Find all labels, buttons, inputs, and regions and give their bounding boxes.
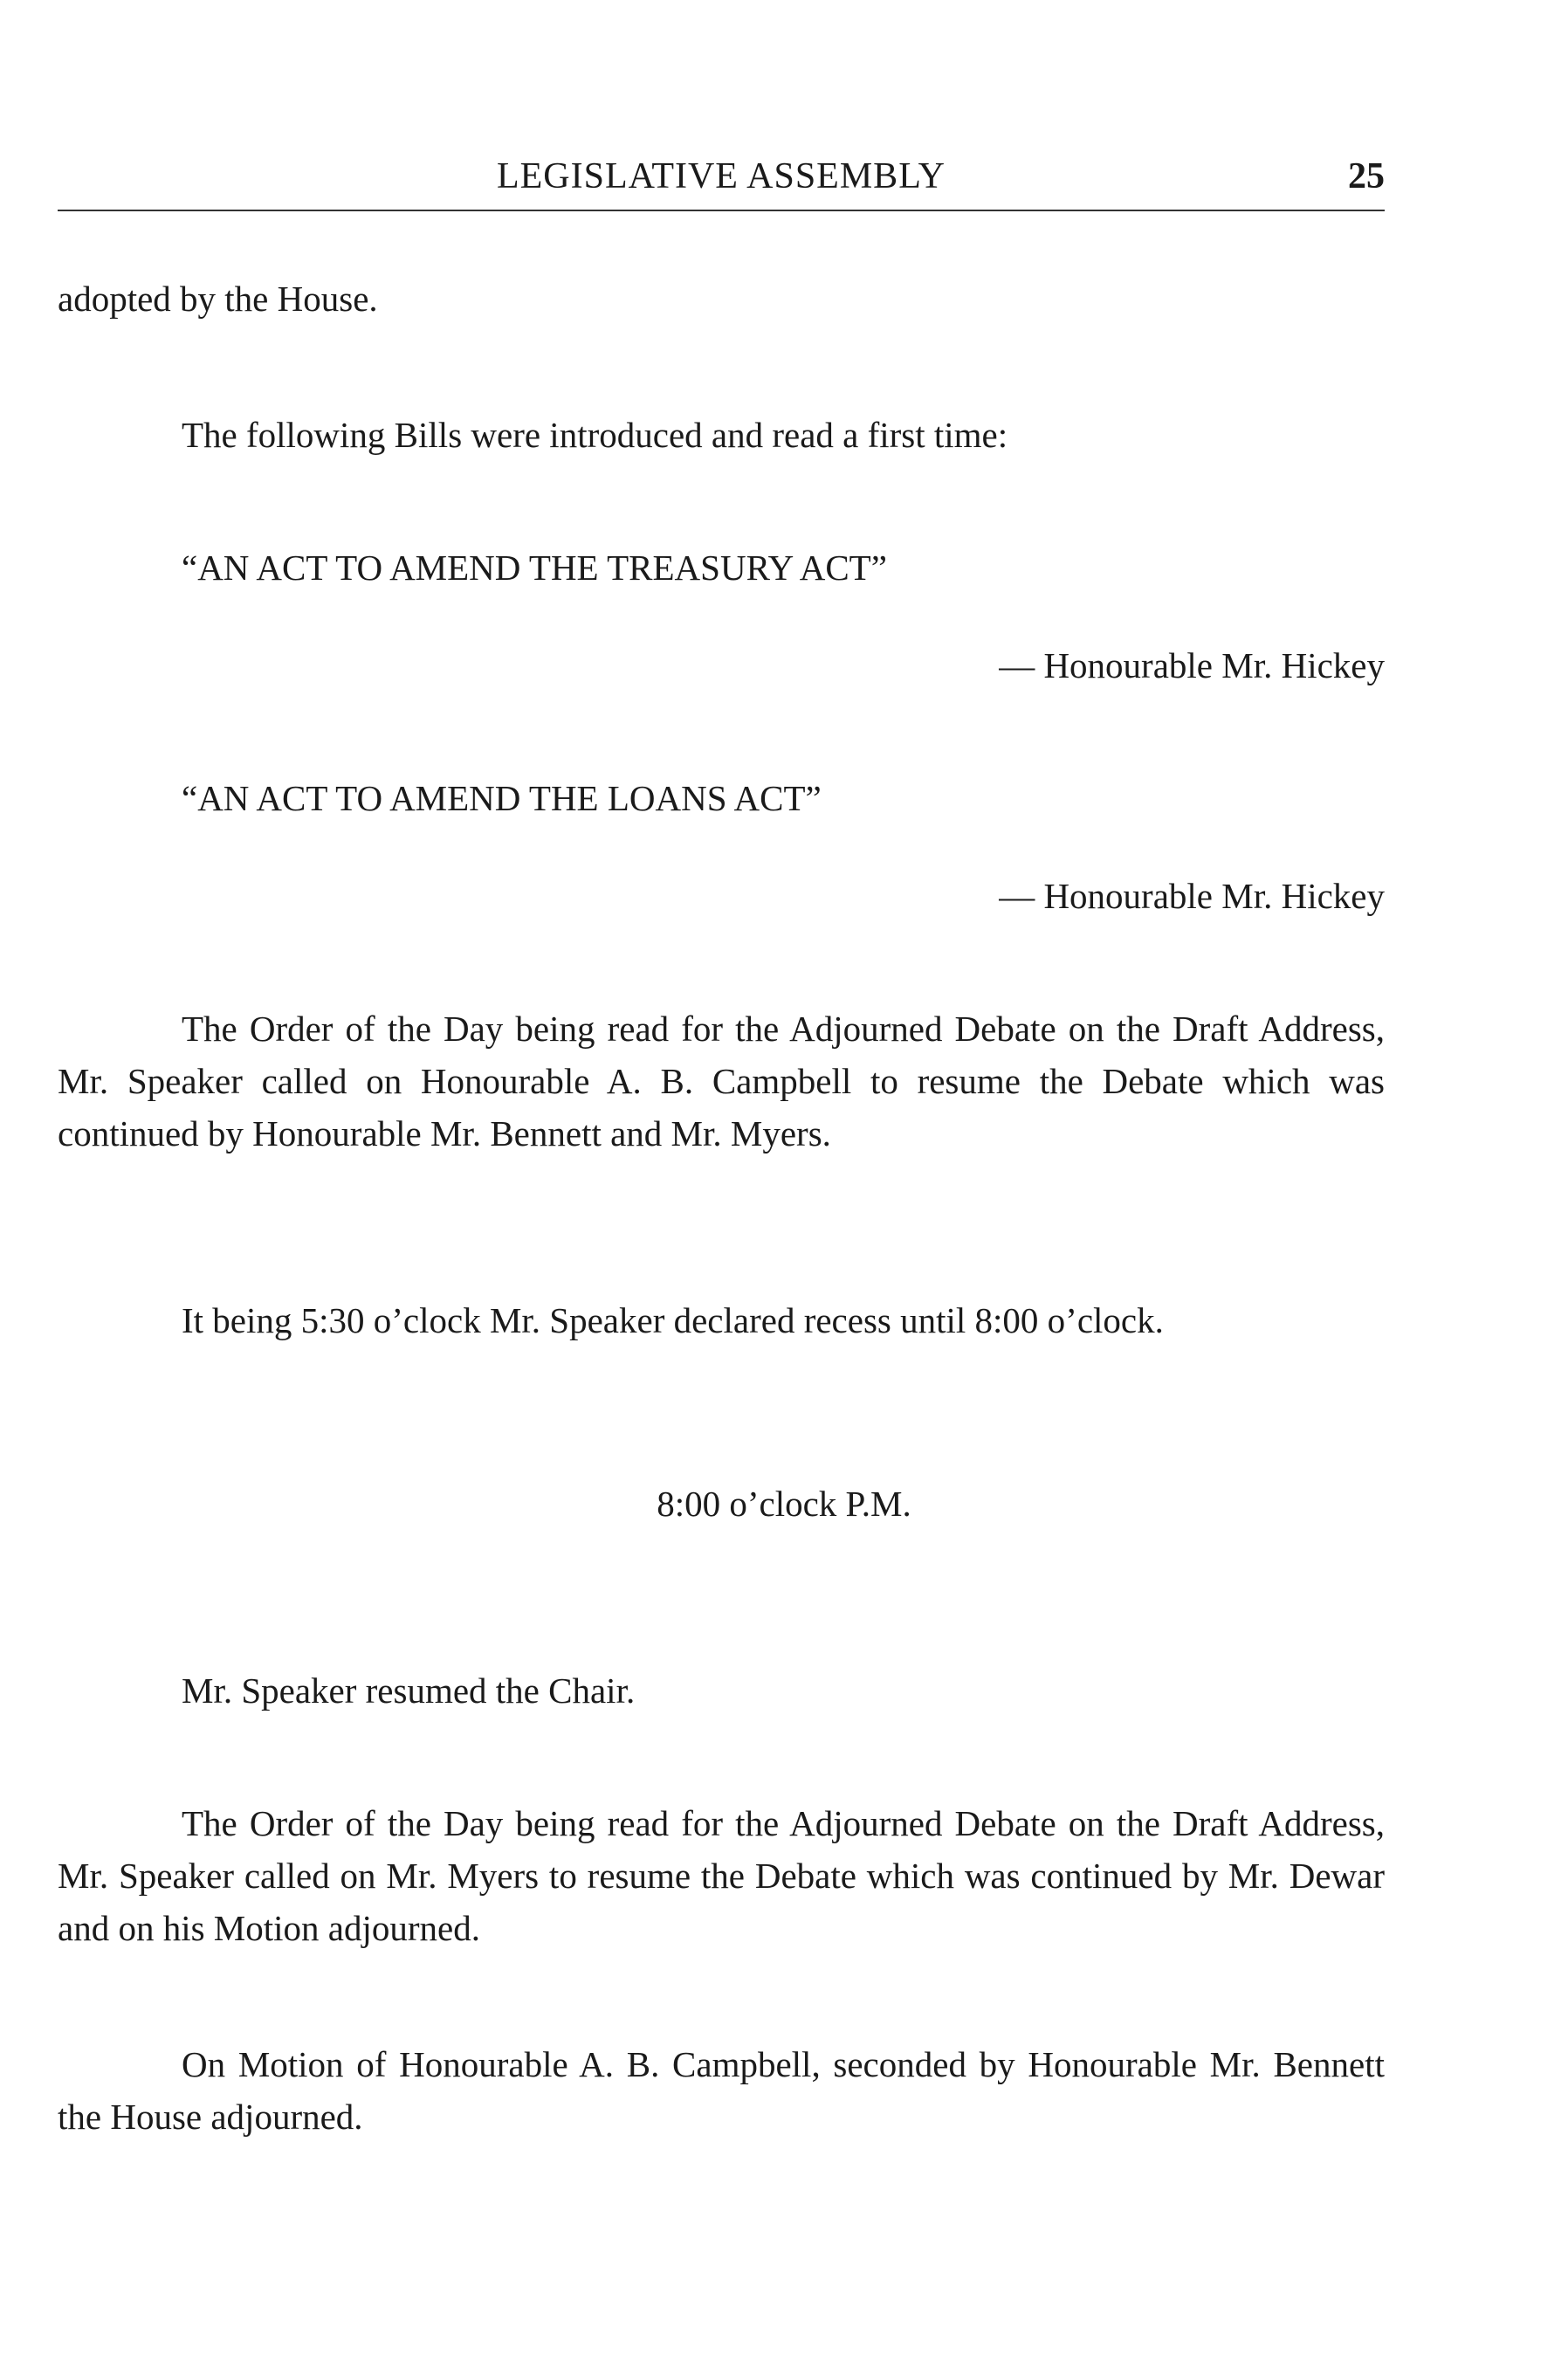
resumed-text: Mr. Speaker resumed the Chair. [182, 1670, 636, 1711]
header-title: LEGISLATIVE ASSEMBLY [497, 156, 946, 196]
debate-paragraph-1: The Order of the Day being read for the Adjourned Debate on the Draft Address, Mr. Speaker called on Honourable A. B. Campbell to resume the Debate which was continued by Honourable Mr. Bennett and Mr. Myers. [58, 1009, 1385, 1154]
bills-intro: The following Bills were introduced and read a first time: [182, 415, 1008, 455]
bill-title-1: “AN ACT TO AMEND THE TREASURY ACT” [182, 548, 887, 588]
adjournment-paragraph: On Motion of Honourable A. B. Campbell, seconded by Honourable Mr. Bennett the House adjourned. [58, 2044, 1385, 2137]
debate-paragraph-2: The Order of the Day being read for the Adjourned Debate on the Draft Address, Mr. Speaker called on Mr. Myers to resume the Debate which was continued by Mr. Dewar and on his Motion adjourned. [58, 1803, 1385, 1948]
bill-sponsor-1: — Honourable Mr. Hickey [999, 645, 1385, 685]
header-rule [58, 210, 1385, 211]
page-number: 25 [1348, 156, 1385, 196]
running-header [58, 147, 1385, 208]
bill-title-2: “AN ACT TO AMEND THE LOANS ACT” [182, 778, 822, 818]
bill-sponsor-2: — Honourable Mr. Hickey [999, 876, 1385, 916]
continuation-text: adopted by the House. [58, 279, 378, 319]
recess-text: It being 5:30 o’clock Mr. Speaker declared recess until 8:00 o’clock. [182, 1300, 1164, 1340]
time-heading: 8:00 o’clock P.M. [657, 1484, 911, 1524]
